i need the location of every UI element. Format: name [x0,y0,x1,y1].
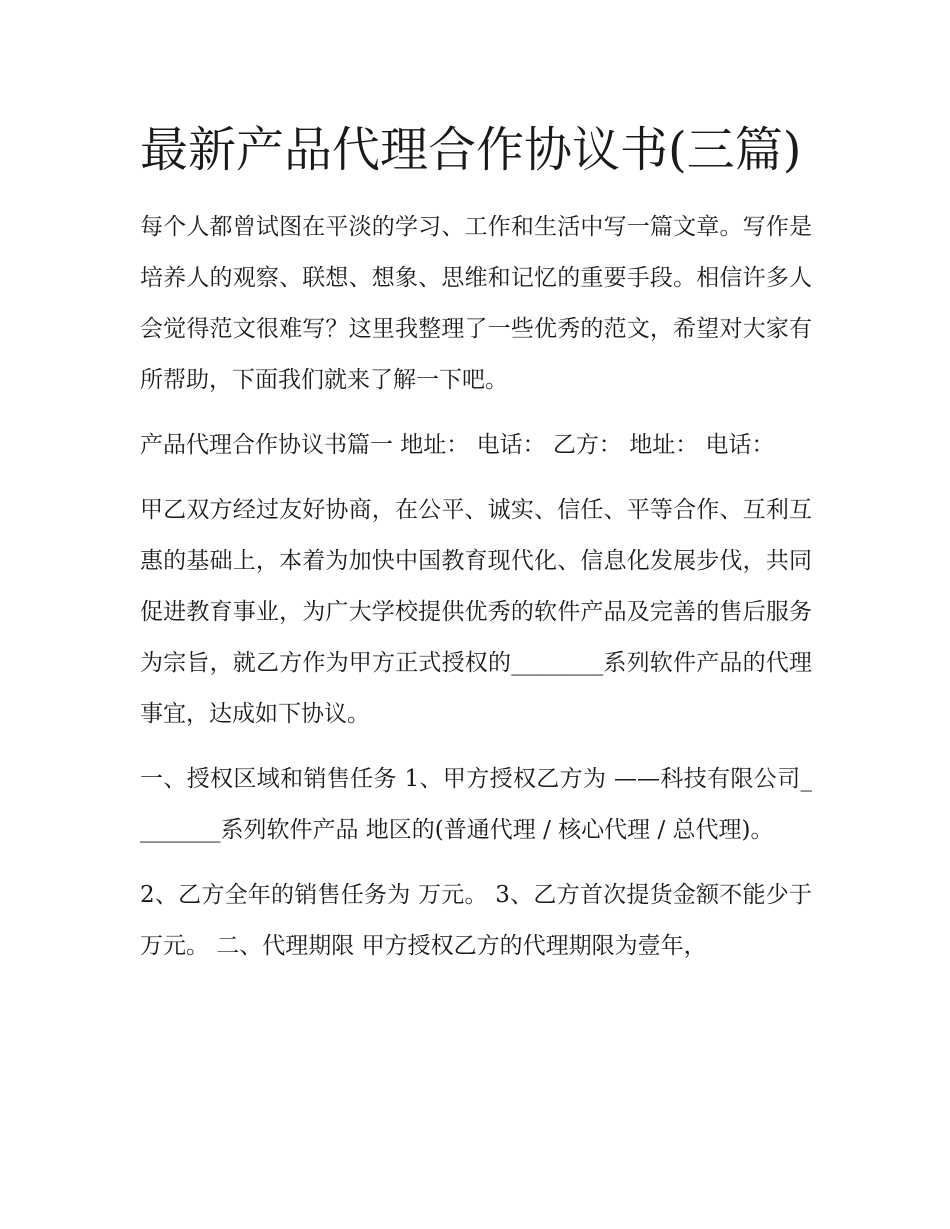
clause-one-paragraph: 一、授权区域和销售任务 1、甲方授权乙方为 ——科技有限公司________系列软件产品 地区的(普通代理 / 核心代理 / 总代理)。 [140,766,812,843]
intro-paragraph: 每个人都曾试图在平淡的学习、工作和生活中写一篇文章。写作是培养人的观察、联想、想象、思维和记忆的重要手段。相信许多人会觉得范文很难写？这里我整理了一些优秀的范文，希望对大家有所帮助，下面我们就来了解一下吧。 [140,214,812,393]
clause-two-paragraph: 2、乙方全年的销售任务为 万元。 3、乙方首次提货金额不能少于 万元。 二、代理期限 甲方授权乙方的代理期限为壹年， [140,882,812,959]
parties-paragraph: 产品代理合作协议书篇一 地址： 电话： 乙方： 地址： 电话： [140,432,775,458]
document-title: 最新产品代理合作协议书(三篇) [140,122,802,178]
preamble-paragraph: 甲乙双方经过友好协商，在公平、诚实、信任、平等合作、互利互惠的基础上，本着为加快中国教育现代化、信息化发展步伐，共同促进教育事业，为广大学校提供优秀的软件产品及完善的售后服务为宗旨，就乙方作为甲方正式授权的________系列软件产品的代理事宜，达成如下协议。 [140,497,812,727]
document-page [140,112,812,972]
